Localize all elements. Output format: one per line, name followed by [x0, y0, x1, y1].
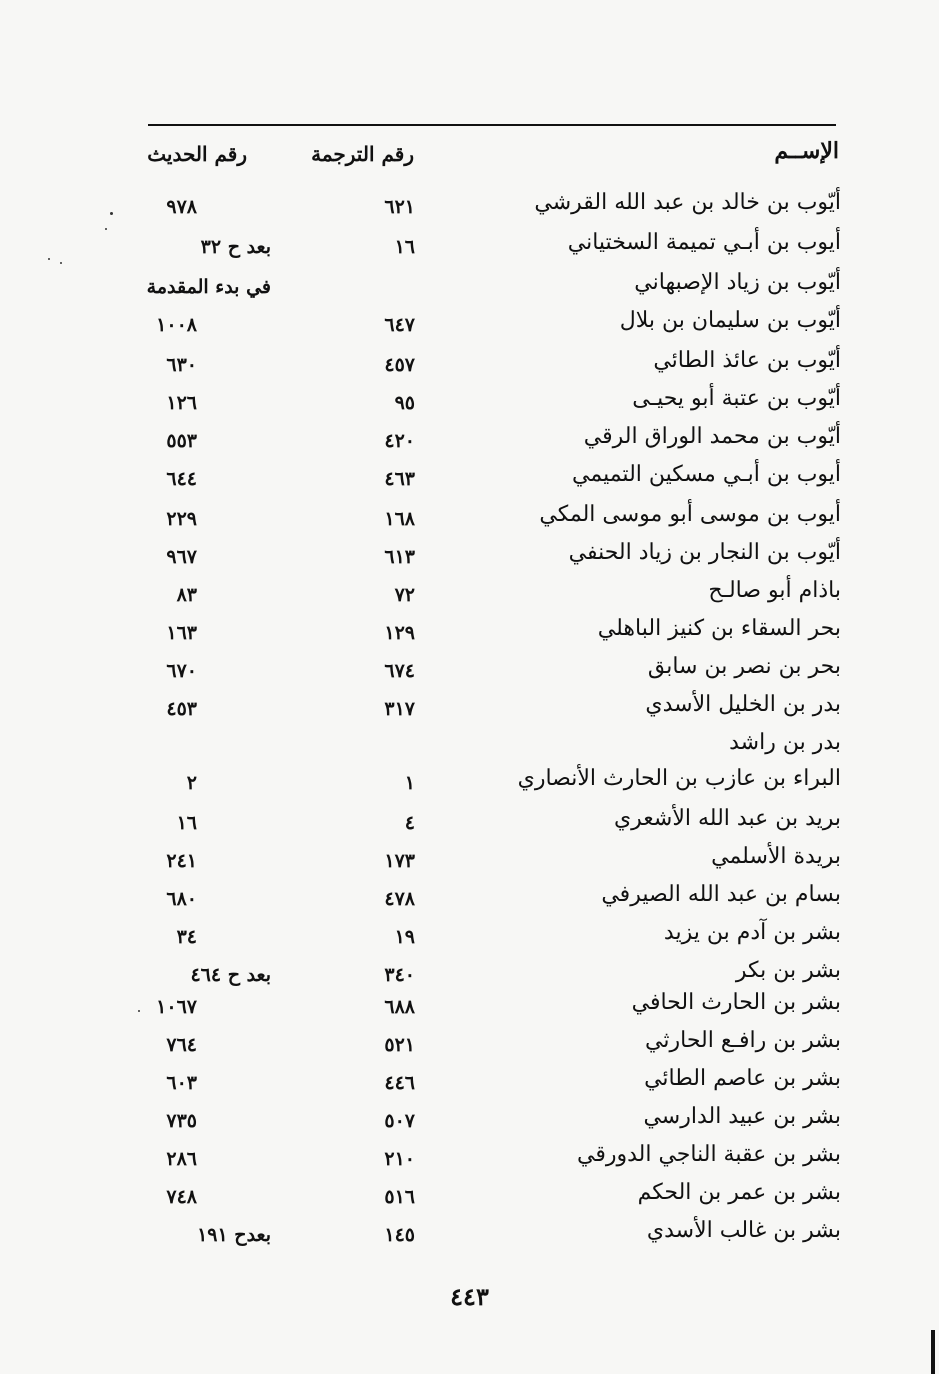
table-row [0, 578, 939, 614]
narrator-name: أيّوب بن خالد بن عبد الله القرشي [534, 190, 841, 215]
narrator-name: بشر بن عبيد الدارسي [643, 1104, 841, 1129]
table-row [0, 990, 939, 1026]
header-rule [148, 124, 836, 126]
table-row [0, 386, 939, 422]
hadith-number: بعد ح ٣٢ [200, 236, 271, 258]
tarjama-number: ٢١٠ [384, 1148, 415, 1170]
hadith-number: بعد ح ٤٦٤ [190, 964, 271, 986]
hadith-number: ٧٤٨ [166, 1186, 197, 1208]
tarjama-number: ٤٤٦ [384, 1072, 415, 1094]
narrator-name: بحر السقاء بن كنيز الباهلي [597, 616, 841, 641]
tarjama-number: ١ [404, 772, 415, 794]
tarjama-number: ٦٢١ [384, 196, 415, 218]
table-row [0, 1142, 939, 1178]
table-row [0, 424, 939, 460]
table-row [0, 502, 939, 538]
hadith-number: ٥٥٣ [166, 430, 197, 452]
hadith-number: ٦٧٠ [166, 660, 197, 682]
table-header [0, 138, 939, 178]
narrator-name: بشر بن آدم بن يزيد [663, 920, 841, 945]
table-row [0, 462, 939, 498]
hadith-number: ٨٣ [176, 584, 197, 606]
tarjama-number: ٥٢١ [384, 1034, 415, 1056]
tarjama-number: ٦١٣ [384, 546, 415, 568]
narrator-name: بحر بن نصر بن سابق [647, 654, 841, 679]
tarjama-number: ١٦ [394, 236, 415, 258]
hadith-number: ٦٠٣ [166, 1072, 197, 1094]
scan-speck [138, 1010, 140, 1012]
narrator-name: باذام أبو صالـح [708, 578, 841, 603]
narrator-name: بشر بن رافـع الحارثي [645, 1028, 841, 1053]
table-row [0, 1028, 939, 1064]
table-row [0, 882, 939, 918]
hadith-number: ٢٨٦ [166, 1148, 197, 1170]
page-edge-mark [931, 1330, 935, 1374]
hadith-number: ٦٣٠ [166, 354, 197, 376]
hadith-number: ٣٤ [176, 926, 197, 948]
table-row [0, 1066, 939, 1102]
header-hadith: رقم الحديث [147, 142, 247, 166]
hadith-number: ٩٦٧ [166, 546, 197, 568]
narrator-name: أيّوب بن النجار بن زياد الحنفي [568, 540, 841, 565]
narrator-name: بشر بن الحارث الحافي [631, 990, 841, 1015]
tarjama-number: ٧٢ [394, 584, 415, 606]
tarjama-number: ٤٢٠ [384, 430, 415, 452]
hadith-number: ٤٥٣ [166, 698, 197, 720]
tarjama-number: ١٤٥ [384, 1224, 415, 1246]
table-row [0, 844, 939, 880]
scan-speck [110, 212, 113, 215]
narrator-name: أيّوب بن عتبة أبو يحيـى [632, 386, 841, 411]
tarjama-number: ١٩ [394, 926, 415, 948]
table-row [0, 920, 939, 956]
tarjama-number: ٤٧٨ [384, 888, 415, 910]
tarjama-number: ٦٤٧ [384, 314, 415, 336]
narrator-name: أيوب بن أبـي مسكين التميمي [572, 462, 841, 487]
tarjama-number: ٦٧٤ [384, 660, 415, 682]
tarjama-number: ٥٠٧ [384, 1110, 415, 1132]
narrator-name: بشر بن غالب الأسدي [646, 1218, 841, 1243]
narrator-name: بشر بن عمر بن الحكم [637, 1180, 841, 1205]
table-row [0, 958, 939, 994]
hadith-number: ١٦٣ [166, 622, 197, 644]
table-row [0, 540, 939, 576]
table-row [0, 730, 939, 766]
narrator-name: البراء بن عازب بن الحارث الأنصاري [517, 766, 841, 791]
header-name: الإســم [774, 138, 839, 164]
hadith-number: ١٠٦٧ [156, 996, 197, 1018]
table-row [0, 308, 939, 344]
narrator-name: أيّوب بن سليمان بن بلال [619, 308, 841, 333]
narrator-name: بدر بن الخليل الأسدي [645, 692, 841, 717]
narrator-name: بريد بن عبد الله الأشعري [613, 806, 841, 831]
hadith-number: ٧٦٤ [166, 1034, 197, 1056]
table-row [0, 616, 939, 652]
tarjama-number: ٩٥ [394, 392, 415, 414]
tarjama-number: ٤ [404, 812, 415, 834]
table-row [0, 1180, 939, 1216]
table-row [0, 654, 939, 690]
tarjama-number: ٥١٦ [384, 1186, 415, 1208]
table-row [0, 692, 939, 728]
narrator-name: أيوب بن موسى أبو موسى المكي [539, 502, 841, 527]
table-row [0, 766, 939, 802]
narrator-name: أيّوب بن زياد الإصبهاني [634, 270, 841, 295]
hadith-number: ٢٤١ [166, 850, 197, 872]
hadith-number: ٢٢٩ [166, 508, 197, 530]
hadith-number: ١٠٠٨ [156, 314, 197, 336]
scan-speck [60, 262, 62, 264]
hadith-number: ١٦ [176, 812, 197, 834]
table-row [0, 190, 939, 226]
tarjama-number: ٣١٧ [384, 698, 415, 720]
header-tarjama: رقم الترجمة [311, 142, 414, 166]
hadith-number: ٦٤٤ [166, 468, 197, 490]
tarjama-number: ٤٦٣ [384, 468, 415, 490]
table-row [0, 806, 939, 842]
table-row [0, 348, 939, 384]
scan-speck [105, 228, 107, 230]
hadith-number: ٦٨٠ [166, 888, 197, 910]
narrator-name: بشر بن عقبة الناجي الدورقي [577, 1142, 841, 1167]
narrator-name: أيّوب بن محمد الوراق الرقي [583, 424, 841, 449]
tarjama-number: ٣٤٠ [384, 964, 415, 986]
hadith-number: ١٢٦ [166, 392, 197, 414]
narrator-name: بشر بن عاصم الطائي [644, 1066, 841, 1091]
hadith-number: ٩٧٨ [166, 196, 197, 218]
narrator-name: بشر بن بكر [735, 958, 841, 983]
narrator-name: أيّوب بن عائذ الطائي [653, 348, 841, 373]
table-row [0, 1218, 939, 1254]
hadith-number: بعدح ١٩١ [197, 1224, 271, 1246]
narrator-name: بريدة الأسلمي [711, 844, 841, 869]
tarjama-number: ٦٨٨ [384, 996, 415, 1018]
scan-speck [48, 258, 50, 260]
narrator-name: أيوب بن أبـي تميمة السختياني [567, 230, 841, 255]
narrator-name: بدر بن راشد [729, 730, 841, 755]
hadith-number: ٧٣٥ [166, 1110, 197, 1132]
tarjama-number: ٤٥٧ [384, 354, 415, 376]
hadith-number: ٢ [186, 772, 197, 794]
table-row [0, 1104, 939, 1140]
narrator-name: بسام بن عبد الله الصيرفي [601, 882, 841, 907]
hadith-number: في بدء المقدمة [146, 276, 271, 298]
tarjama-number: ١٢٩ [384, 622, 415, 644]
table-row [0, 270, 939, 306]
tarjama-number: ١٧٣ [384, 850, 415, 872]
tarjama-number: ١٦٨ [384, 508, 415, 530]
table-row [0, 230, 939, 266]
page-number: ٤٤٣ [450, 1282, 489, 1311]
